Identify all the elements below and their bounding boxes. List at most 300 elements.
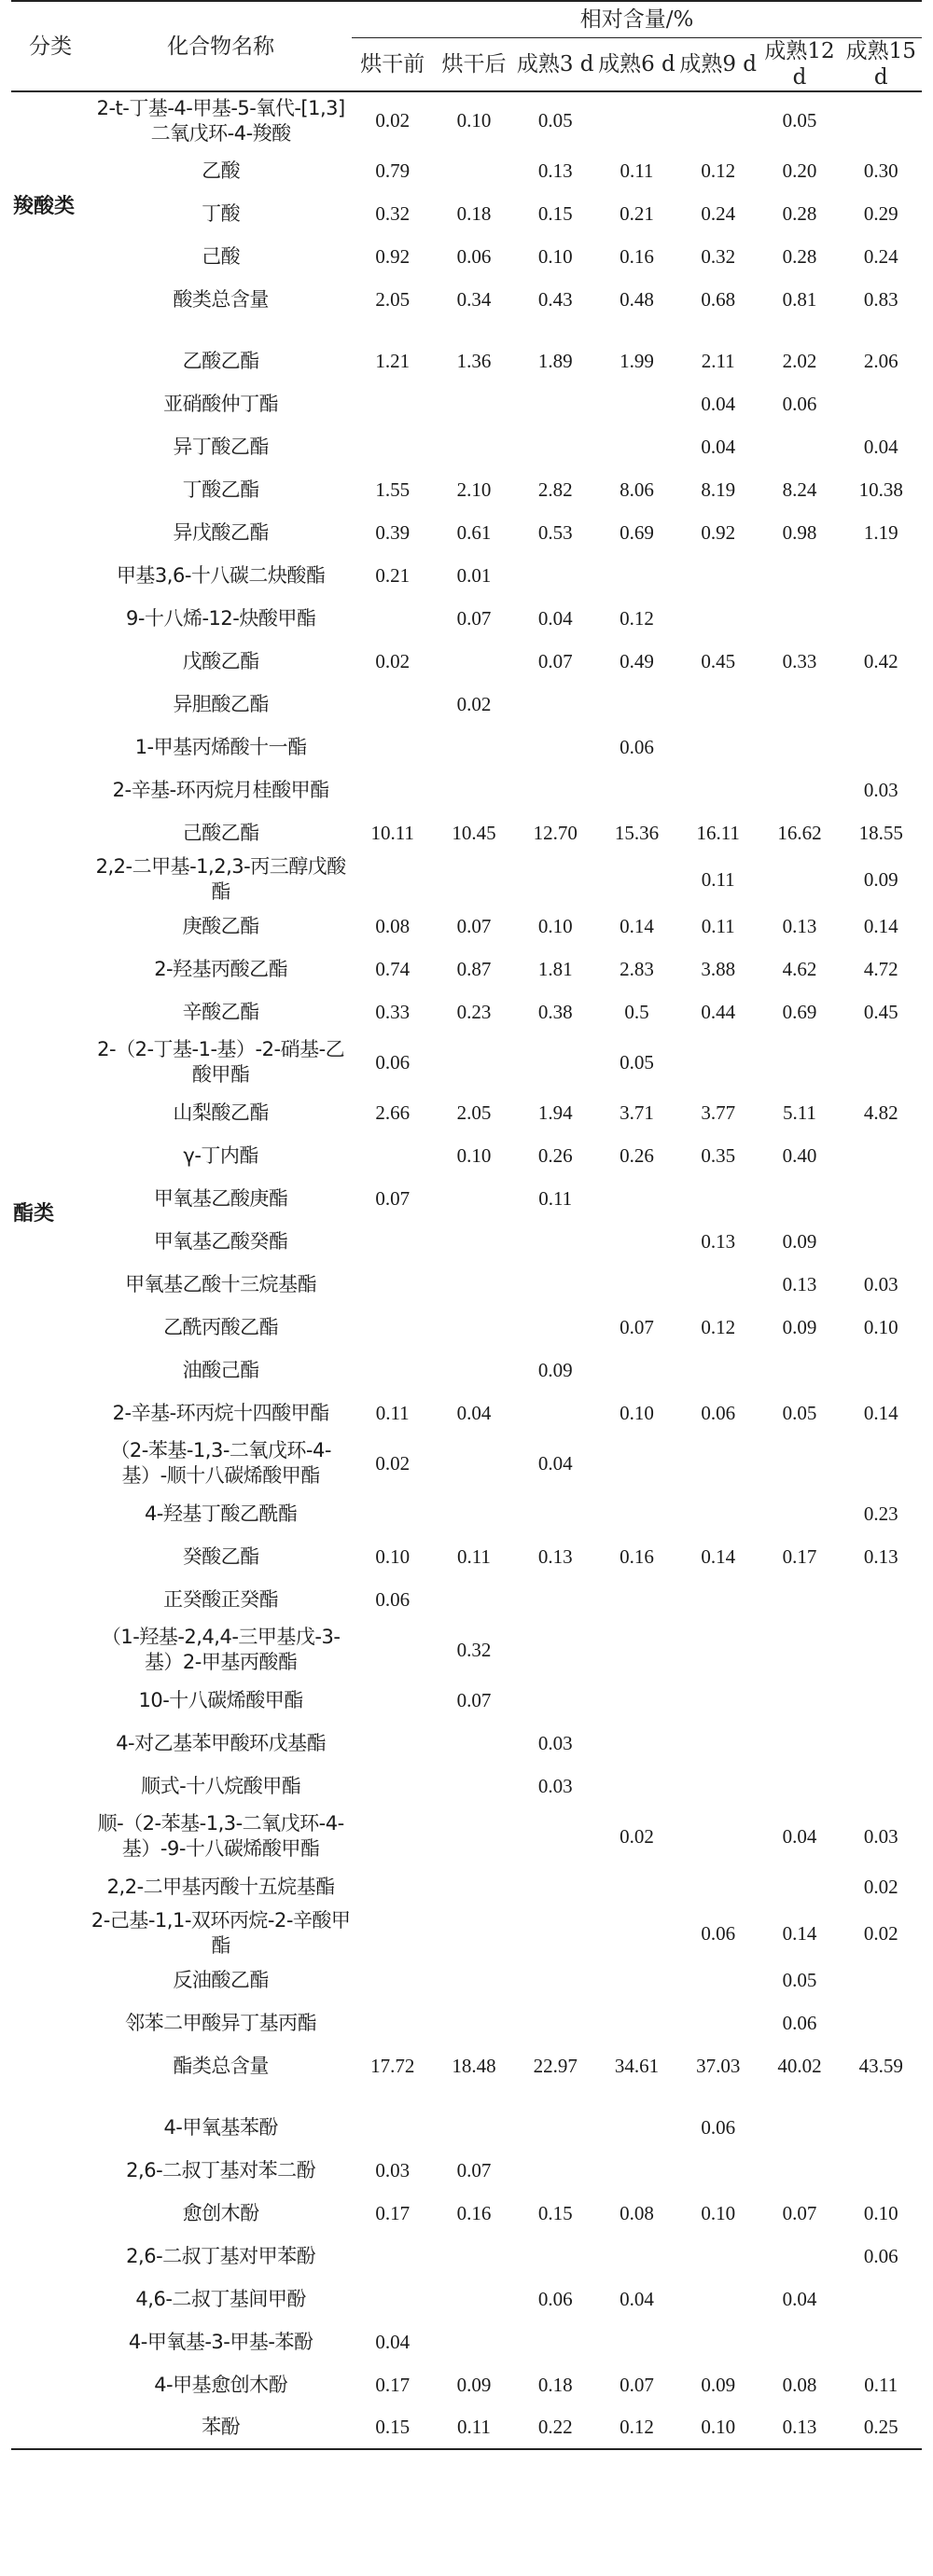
value-cell: [759, 2235, 840, 2278]
value-cell: [515, 1392, 596, 1434]
compound-name-cell: 反油酸乙酯: [173, 1968, 269, 1991]
value-cell: [596, 554, 677, 597]
value-cell: 0.02: [375, 1451, 411, 1475]
value-cell: [433, 1177, 514, 1220]
value-cell: 0.04: [701, 392, 736, 415]
value-cell: 0.44: [701, 1000, 736, 1023]
value-cell: 0.15: [537, 2201, 573, 2224]
value-cell: 0.21: [620, 201, 654, 225]
stage-header: 烘干前: [360, 52, 425, 76]
value-cell: 0.13: [782, 1272, 817, 1295]
group-spacer: [11, 321, 922, 339]
stage-header: 成熟15 d: [845, 39, 916, 90]
table-row: [11, 554, 922, 597]
compound-name-cell: 甲氧基乙酸癸酯: [153, 1229, 288, 1253]
value-cell: [433, 2106, 514, 2149]
value-cell: [352, 1349, 433, 1392]
value-cell: [596, 1908, 677, 1959]
table-row: [11, 235, 922, 278]
value-cell: 0.12: [620, 606, 654, 630]
value-cell: [433, 726, 514, 769]
value-cell: [515, 2320, 596, 2363]
value-cell: 0.11: [456, 1544, 491, 1568]
value-cell: 0.83: [863, 287, 898, 311]
value-cell: [352, 2278, 433, 2320]
value-cell: [352, 2001, 433, 2044]
value-cell: [515, 1263, 596, 1306]
value-cell: [352, 1621, 433, 1679]
value-cell: [433, 769, 514, 811]
compound-name-cell: 2-（2-丁基-1-基）-2-硝基-乙酸甲酯: [97, 1038, 345, 1086]
value-cell: 0.10: [456, 1143, 492, 1167]
value-cell: [841, 2320, 922, 2363]
value-cell: [433, 425, 514, 468]
value-cell: [433, 1306, 514, 1349]
value-cell: [759, 1033, 840, 1091]
value-cell: [433, 2320, 514, 2363]
value-cell: [596, 1220, 677, 1263]
value-cell: 0.07: [456, 606, 492, 630]
value-cell: 0.10: [456, 109, 492, 132]
value-cell: 0.14: [620, 914, 654, 937]
value-cell: [841, 726, 922, 769]
table-row: [11, 468, 922, 511]
stage-header: 成熟9 d: [679, 52, 758, 76]
compound-name-cell: 乙酸乙酯: [182, 349, 259, 372]
compound-name-cell: 异胆酸乙酯: [173, 692, 269, 715]
value-cell: 0.14: [863, 914, 898, 937]
value-cell: [352, 683, 433, 726]
table-row: [11, 1434, 922, 1492]
table-body: [11, 91, 922, 2449]
value-cell: 0.34: [456, 287, 492, 311]
table-row: [11, 2406, 922, 2449]
table-row: [11, 91, 922, 149]
value-cell: [515, 1865, 596, 1908]
value-cell: [759, 1578, 840, 1621]
value-cell: 0.32: [375, 201, 411, 225]
value-cell: 0.07: [375, 1186, 411, 1210]
value-cell: [433, 2278, 514, 2320]
value-cell: 0.05: [782, 1968, 817, 1991]
value-cell: [841, 1765, 922, 1807]
value-cell: [515, 1033, 596, 1091]
value-cell: [515, 382, 596, 425]
value-cell: [515, 1220, 596, 1263]
table-row: [11, 1349, 922, 1392]
value-cell: [759, 683, 840, 726]
table-row: [11, 1765, 922, 1807]
compound-name-cell: 癸酸乙酯: [182, 1544, 259, 1568]
value-cell: 0.04: [782, 1824, 817, 1848]
value-cell: [596, 683, 677, 726]
compound-name-cell: 亚硝酸仲丁酯: [163, 392, 279, 415]
value-cell: 1.81: [537, 957, 573, 980]
value-cell: 0.11: [456, 2416, 491, 2438]
value-cell: 4.62: [782, 957, 817, 980]
value-cell: 0.17: [782, 1544, 817, 1568]
value-cell: 0.06: [782, 392, 817, 415]
compound-name-cell: 4-甲氧基-3-甲基-苯酚: [128, 2330, 313, 2353]
table-row: [11, 1033, 922, 1091]
value-cell: 0.11: [701, 914, 735, 937]
value-cell: [515, 2235, 596, 2278]
compound-name-cell: 山梨酸乙酯: [173, 1101, 269, 1124]
value-cell: 0.10: [537, 914, 573, 937]
value-cell: [677, 1434, 759, 1492]
value-cell: [596, 1492, 677, 1535]
value-cell: [841, 1220, 922, 1263]
value-cell: [596, 2149, 677, 2192]
table-row: [11, 1492, 922, 1535]
value-cell: [677, 683, 759, 726]
compound-name-cell: 异丁酸乙酯: [173, 435, 269, 458]
value-cell: 1.19: [863, 520, 898, 544]
table-row: [11, 1959, 922, 2001]
table-row: [11, 1621, 922, 1679]
value-cell: 0.79: [375, 159, 411, 182]
value-cell: [515, 854, 596, 905]
compound-name-cell: 酯类总含量: [173, 2054, 269, 2077]
compound-name-cell: 乙酸: [202, 159, 241, 182]
value-cell: 0.01: [456, 563, 492, 587]
value-cell: [596, 2320, 677, 2363]
value-cell: [596, 1765, 677, 1807]
value-cell: 0.03: [537, 1731, 573, 1754]
value-cell: [841, 1349, 922, 1392]
value-cell: 0.92: [375, 244, 411, 268]
value-cell: [677, 1959, 759, 2001]
value-cell: 2.83: [620, 957, 654, 980]
value-cell: 0.06: [620, 735, 654, 758]
value-cell: 0.11: [701, 867, 735, 891]
value-cell: 0.06: [375, 1587, 411, 1611]
value-cell: 0.03: [863, 1272, 898, 1295]
value-cell: [841, 1134, 922, 1177]
category-header: 分类: [29, 34, 73, 59]
value-cell: 1.36: [456, 349, 492, 372]
value-cell: [596, 1865, 677, 1908]
table-row: [11, 192, 922, 235]
value-cell: 0.06: [537, 2287, 573, 2310]
value-cell: 0.14: [863, 1401, 898, 1424]
value-cell: [515, 1578, 596, 1621]
value-cell: [677, 1621, 759, 1679]
table-row: [11, 2278, 922, 2320]
value-cell: 0.92: [701, 520, 736, 544]
value-cell: 0.04: [456, 1401, 492, 1424]
compound-content-table: [11, 0, 922, 2450]
value-cell: [677, 1349, 759, 1392]
value-cell: [677, 2320, 759, 2363]
compound-name-cell: 2-辛基-环丙烷十四酸甲酯: [112, 1401, 329, 1424]
value-cell: 2.02: [782, 349, 817, 372]
value-cell: [433, 1578, 514, 1621]
value-cell: [433, 382, 514, 425]
value-cell: 3.77: [701, 1101, 736, 1124]
value-cell: 0.03: [537, 1774, 573, 1797]
value-cell: 0.26: [537, 1143, 573, 1167]
value-cell: [515, 2149, 596, 2192]
table-row: [11, 1134, 922, 1177]
value-cell: [515, 683, 596, 726]
compound-name-cell: 酸类总含量: [173, 287, 269, 311]
value-cell: 0.07: [456, 1688, 492, 1711]
value-cell: 1.99: [620, 349, 654, 372]
value-cell: 0.02: [863, 1921, 898, 1945]
value-cell: 0.13: [537, 159, 573, 182]
value-cell: [677, 2149, 759, 2192]
value-cell: [596, 2235, 677, 2278]
value-cell: 0.07: [537, 649, 573, 672]
value-cell: [841, 2106, 922, 2149]
value-cell: [352, 1679, 433, 1722]
relative-content-header: 相对含量/%: [352, 1, 922, 38]
value-cell: 0.13: [782, 2416, 817, 2438]
value-cell: [596, 1263, 677, 1306]
compound-name-cell: （2-苯基-1,3-二氧戊环-4-基）-顺十八碳烯酸甲酯: [110, 1439, 331, 1487]
value-cell: 2.05: [456, 1101, 492, 1124]
value-cell: [677, 2278, 759, 2320]
value-cell: 0.48: [620, 287, 654, 311]
compound-name-cell: 丁酸: [202, 201, 241, 225]
value-cell: [352, 1765, 433, 1807]
value-cell: [759, 1177, 840, 1220]
value-cell: [841, 2278, 922, 2320]
compound-name-cell: γ-丁内酯: [183, 1143, 258, 1167]
table-row: [11, 1091, 922, 1134]
value-cell: 16.62: [777, 821, 822, 844]
value-cell: [677, 1765, 759, 1807]
compound-name-cell: 2-羟基丙酸乙酯: [154, 957, 288, 980]
value-cell: [677, 91, 759, 149]
value-cell: 0.14: [782, 1921, 817, 1945]
value-cell: 0.98: [782, 520, 817, 544]
value-cell: [596, 1177, 677, 1220]
stage-header: 成熟12 d: [764, 39, 835, 90]
value-cell: [352, 1306, 433, 1349]
table-page: [11, 0, 922, 2576]
table-row: [11, 1722, 922, 1765]
value-cell: [759, 425, 840, 468]
value-cell: 16.11: [696, 821, 740, 844]
value-cell: [759, 2149, 840, 2192]
value-cell: [433, 1033, 514, 1091]
value-cell: [596, 1434, 677, 1492]
value-cell: 0.23: [863, 1502, 898, 1525]
value-cell: 0.10: [863, 1315, 898, 1338]
value-cell: 17.72: [370, 2054, 415, 2077]
stage-header: 成熟3 d: [516, 52, 594, 76]
value-cell: [759, 2320, 840, 2363]
value-cell: 0.12: [701, 1315, 736, 1338]
value-cell: [433, 1263, 514, 1306]
value-cell: [596, 425, 677, 468]
value-cell: 0.11: [864, 2373, 898, 2396]
compound-name-cell: 4-甲基愈创木酚: [154, 2373, 288, 2396]
value-cell: 0.17: [375, 2201, 411, 2224]
value-cell: 10.11: [370, 821, 414, 844]
table-row: [11, 1908, 922, 1959]
value-cell: 0.15: [375, 2416, 411, 2438]
value-cell: [433, 1959, 514, 2001]
value-cell: [759, 1765, 840, 1807]
table-row: [11, 683, 922, 726]
value-cell: 0.04: [701, 435, 736, 458]
table-row: [11, 769, 922, 811]
value-cell: [433, 2235, 514, 2278]
group-spacer: [11, 2087, 922, 2106]
value-cell: [515, 726, 596, 769]
value-cell: 0.10: [537, 244, 573, 268]
value-cell: 34.61: [614, 2054, 660, 2077]
value-cell: 1.94: [537, 1101, 573, 1124]
value-cell: [759, 769, 840, 811]
value-cell: [352, 2106, 433, 2149]
compound-name-cell: 9-十八烯-12-炔酸甲酯: [126, 606, 316, 630]
value-cell: 0.06: [701, 1921, 736, 1945]
value-cell: 0.12: [701, 159, 736, 182]
value-cell: [515, 1908, 596, 1959]
value-cell: 0.81: [782, 287, 817, 311]
value-cell: 0.33: [375, 1000, 411, 1023]
compound-name-cell: 2-辛基-环丙烷月桂酸甲酯: [112, 778, 329, 801]
value-cell: 0.25: [863, 2416, 898, 2438]
value-cell: 0.11: [538, 1186, 573, 1210]
value-cell: [841, 1033, 922, 1091]
value-cell: [433, 2001, 514, 2044]
value-cell: [759, 1679, 840, 1722]
value-cell: 0.35: [701, 1143, 736, 1167]
compound-name-cell: 2,2-二甲基-1,2,3-丙三醇戊酸酯: [95, 855, 346, 903]
value-cell: [433, 1722, 514, 1765]
value-cell: [677, 2235, 759, 2278]
value-cell: 0.08: [375, 914, 411, 937]
value-cell: 0.09: [537, 1358, 573, 1381]
value-cell: 0.09: [782, 1229, 817, 1253]
value-cell: 0.40: [782, 1143, 817, 1167]
value-cell: [433, 640, 514, 683]
value-cell: 0.02: [620, 1824, 654, 1848]
value-cell: [677, 554, 759, 597]
category-cell: [11, 2106, 90, 2449]
value-cell: [841, 1679, 922, 1722]
value-cell: [352, 726, 433, 769]
value-cell: 0.02: [375, 109, 411, 132]
value-cell: 0.02: [456, 692, 492, 715]
value-cell: [841, 91, 922, 149]
table-row: [11, 2001, 922, 2044]
value-cell: [352, 1807, 433, 1865]
value-cell: 0.07: [782, 2201, 817, 2224]
value-cell: [352, 1220, 433, 1263]
value-cell: [352, 769, 433, 811]
value-cell: 0.28: [782, 244, 817, 268]
value-cell: [677, 1578, 759, 1621]
value-cell: [433, 1865, 514, 1908]
value-cell: 0.03: [375, 2158, 411, 2181]
compound-name-cell: 2,6-二叔丁基对甲苯酚: [126, 2244, 316, 2267]
compound-name-cell: 顺式-十八烷酸甲酯: [141, 1774, 301, 1797]
value-cell: 18.55: [858, 821, 903, 844]
value-cell: 0.04: [863, 435, 898, 458]
compound-name-cell: 正癸酸正癸酯: [163, 1587, 279, 1611]
value-cell: [515, 769, 596, 811]
table-row: [11, 2192, 922, 2235]
value-cell: [433, 149, 514, 192]
value-cell: [515, 2106, 596, 2149]
value-cell: [596, 2106, 677, 2149]
value-cell: 0.74: [375, 957, 411, 980]
value-cell: 2.11: [701, 349, 735, 372]
value-cell: [677, 1865, 759, 1908]
value-cell: 0.32: [701, 244, 736, 268]
value-cell: 0.09: [456, 2373, 492, 2396]
value-cell: [759, 1349, 840, 1392]
value-cell: [515, 1807, 596, 1865]
value-cell: [352, 1722, 433, 1765]
table-row: [11, 425, 922, 468]
value-cell: 8.19: [701, 478, 736, 501]
table-row: [11, 2235, 922, 2278]
value-cell: 0.02: [375, 649, 411, 672]
value-cell: [759, 597, 840, 640]
value-cell: 0.04: [620, 2287, 654, 2310]
value-cell: 43.59: [858, 2054, 903, 2077]
value-cell: [596, 854, 677, 905]
value-cell: 2.05: [375, 287, 411, 311]
value-cell: 0.28: [782, 201, 817, 225]
value-cell: 0.03: [863, 778, 898, 801]
value-cell: 8.24: [782, 478, 817, 501]
category-cell: 酯类: [13, 1201, 55, 1226]
value-cell: 10.38: [858, 478, 903, 501]
value-cell: 0.21: [375, 563, 411, 587]
compound-name-cell: 甲基3,6-十八碳二炔酸酯: [116, 563, 326, 587]
compound-name-cell: 愈创木酚: [182, 2201, 259, 2224]
value-cell: [596, 1679, 677, 1722]
value-cell: 0.06: [863, 2244, 898, 2267]
compound-name-cell: 1-甲基丙烯酸十一酯: [134, 735, 307, 758]
value-cell: 0.43: [537, 287, 573, 311]
value-cell: 2.10: [456, 478, 492, 501]
table-row: [11, 2320, 922, 2363]
value-cell: [841, 1621, 922, 1679]
value-cell: [759, 1434, 840, 1492]
compound-name-cell: 己酸乙酯: [182, 821, 259, 844]
value-cell: 0.10: [701, 2416, 736, 2438]
value-cell: 0.87: [456, 957, 492, 980]
value-cell: [841, 382, 922, 425]
value-cell: 0.24: [701, 201, 736, 225]
value-cell: [841, 1722, 922, 1765]
compound-name-cell: 苯酚: [202, 2416, 241, 2438]
value-cell: 0.04: [537, 606, 573, 630]
value-cell: 0.24: [863, 244, 898, 268]
value-cell: [352, 2235, 433, 2278]
compound-header: 化合物名称: [167, 34, 275, 59]
table-row: [11, 905, 922, 948]
value-cell: 0.69: [620, 520, 654, 544]
value-cell: 0.45: [863, 1000, 898, 1023]
value-cell: 0.69: [782, 1000, 817, 1023]
compound-name-cell: 油酸己酯: [182, 1358, 259, 1381]
value-cell: [596, 91, 677, 149]
value-cell: [596, 382, 677, 425]
value-cell: 2.66: [375, 1101, 411, 1124]
value-cell: 0.05: [537, 109, 573, 132]
value-cell: 0.29: [863, 201, 898, 225]
